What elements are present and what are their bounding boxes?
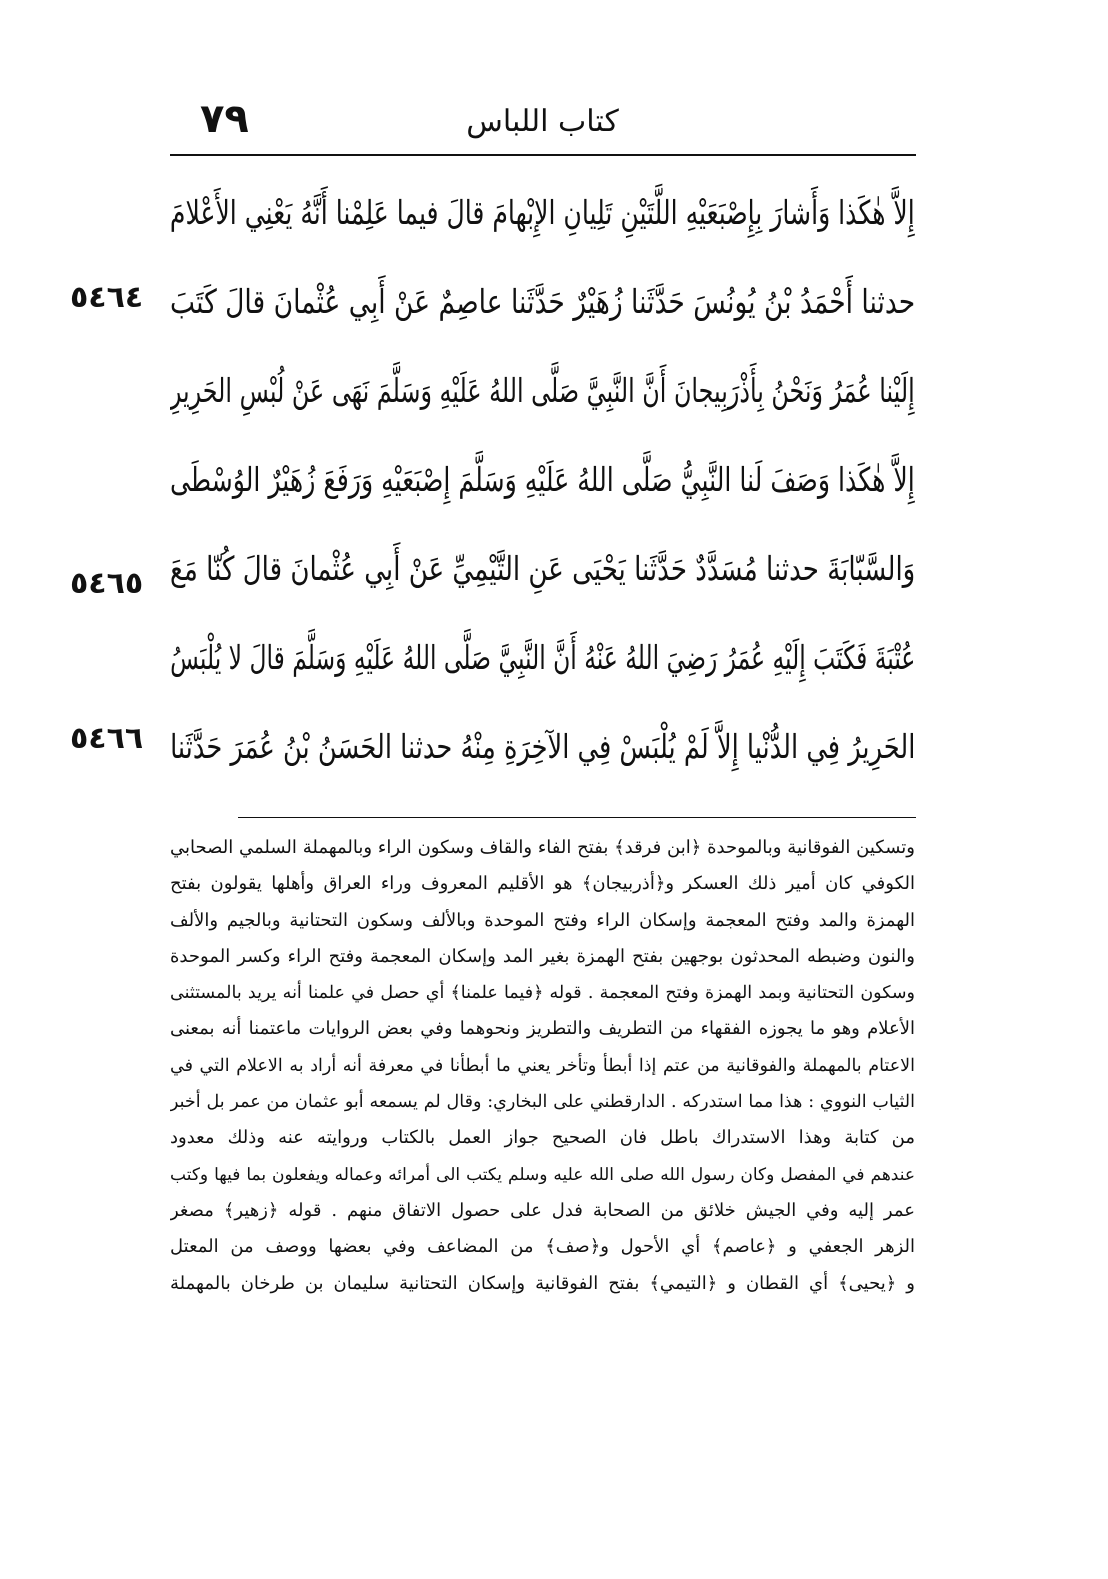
footnote-divider [238,817,916,818]
main-text-line [170,168,915,257]
main-text-line-content: إِلاَّ هٰكَذا وَأَشارَ بِإِصْبَعَيْهِ اللَّتَيْنِ تَلِيانِ الإِبْهامَ قالَ فيما عَلِمْنا أَنَّهُ يَعْنِي الأَعْلامَ [170,193,915,232]
footnote-line: الأعلام وهو ما يجوزه الفقهاء من التطريف والتطريز ونحوهما وفي بعض الروايات ماعتمنا أنه بمعنى [170,1018,915,1040]
hadith-number: ٥٤٦٥ [70,566,144,601]
footnote-line: عمر إليه وفي الجيش خلائق من الصحابة فدل على حصول الاتفاق منهم . قوله ﴿زهير﴾ مصغر [170,1199,915,1221]
main-text-line-content: حدثنا أَحْمَدُ بْنُ يُونُسَ حَدَّثَنا زُهَيْرٌ حَدَّثَنا عاصِمٌ عَنْ أَبِي عُثْمانَ قالَ كَتَبَ [170,282,915,321]
book-title: كتاب اللباس [466,104,619,139]
main-text-line [170,524,915,613]
footnote-line: الاعتام بالمهملة والفوقانية من عتم إذا أبطأ وتأخر يعني ما أبطأنا في معرفة أنه أراد به الاعلام التي في [170,1055,915,1076]
main-text-line-content: الحَرِيرُ فِي الدُّنْيا إِلاَّ لَمْ يُلْبَسْ فِي الآخِرَةِ مِنْهُ حدثنا الحَسَنُ بْنُ عُمَرَ حَدَّثَنا [170,727,915,766]
footnotes-block [170,830,915,1302]
footnote-line: عندهم في المفصل وكان رسول الله صلى الله عليه وسلم يكتب الى أمرائه وعماله ويفعلون بما فيها وكتب [170,1164,915,1185]
footnote-line: و ﴿يحيى﴾ أي القطان و ﴿التيمي﴾ بفتح الفوقانية وإسكان التحتانية سليمان بن طرخان بالمهملة [170,1272,915,1294]
main-text-line [170,257,915,346]
page-number: ٧٩ [200,96,249,142]
main-text-line [170,613,915,702]
footnote-line: من كتابة وهذا الاستدراك باطل فان الصحيح جواز العمل بالكتاب وروايته عنه وذلك معدود [170,1127,915,1149]
main-text-line-content: إِلَيْنا عُمَرُ وَنَحْنُ بِأَذْرَبِيجانَ أَنَّ النَّبِيَّ صَلَّى اللهُ عَلَيْهِ وَسَلَّمَ نَهَى عَنْ لُبْسِ الحَرِيرِ [170,371,915,410]
main-text-line [170,702,915,791]
footnote-line: الهمزة والمد وفتح المعجمة وإسكان الراء وفتح الموحدة وبالألف وسكون التحتانية وبالجيم والألف [170,909,915,931]
main-text-line-content: وَالسَّبّابَةَ حدثنا مُسَدَّدٌ حَدَّثَنا يَحْيَى عَنِ التَّيْمِيِّ عَنْ أَبِي عُثْمانَ قالَ كُنّا مَعَ [170,549,915,588]
footnote-line: الثياب النووي : هذا مما استدركه . الدارقطني على البخاري: وقال لم يسمعه أبو عثمان من عمر بل أخبر [170,1092,915,1113]
hadith-number: ٥٤٦٤ [70,280,144,315]
main-text-line-content: عُتْبَةَ فَكَتَبَ إِلَيْهِ عُمَرُ رَضِيَ اللهُ عَنْهُ أَنَّ النَّبِيَّ صَلَّى اللهُ عَلَيْهِ وَسَلَّمَ قالَ لا يُلْبَسُ [170,638,915,677]
main-text-block [170,168,915,791]
footnote-line: الكوفي كان أمير ذلك العسكر و﴿أذربيجان﴾ هو الأقليم المعروف وراء العراق وأهلها يقولون بفتح [170,873,915,895]
main-text-line-content: إِلاَّ هٰكَذا وَصَفَ لَنا النَّبِيُّ صَلَّى اللهُ عَلَيْهِ وَسَلَّمَ إِصْبَعَيْهِ وَرَفَعَ زُهَيْرٌ الوُسْطَى [170,460,915,499]
footnote-line: وتسكين الفوقانية وبالموحدة ﴿ابن فرقد﴾ بفتح الفاء والقاف وسكون الراء وبالمهملة السلمي الصحابي [170,837,915,858]
page-header [170,96,915,152]
footnote-line: الزهر الجعفي و ﴿عاصم﴾ أي الأحول و﴿صف﴾ من المضاعف وفي بعضها ووصف من المعتل [170,1236,915,1258]
footnote-line: وسكون التحتانية وبمد الهمزة وفتح المعجمة . قوله ﴿فيما علمنا﴾ أي حصل في علمنا أنه يريد بالمستثنى [170,983,915,1004]
header-divider [170,154,916,156]
footnote-line: والنون وضبطه المحدثون بوجهين بفتح الهمزة بغير المد وإسكان المعجمة وفتح الراء وكسر الموحدة [170,945,915,967]
main-text-line [170,346,915,435]
main-text-line [170,435,915,524]
hadith-number: ٥٤٦٦ [70,721,144,756]
